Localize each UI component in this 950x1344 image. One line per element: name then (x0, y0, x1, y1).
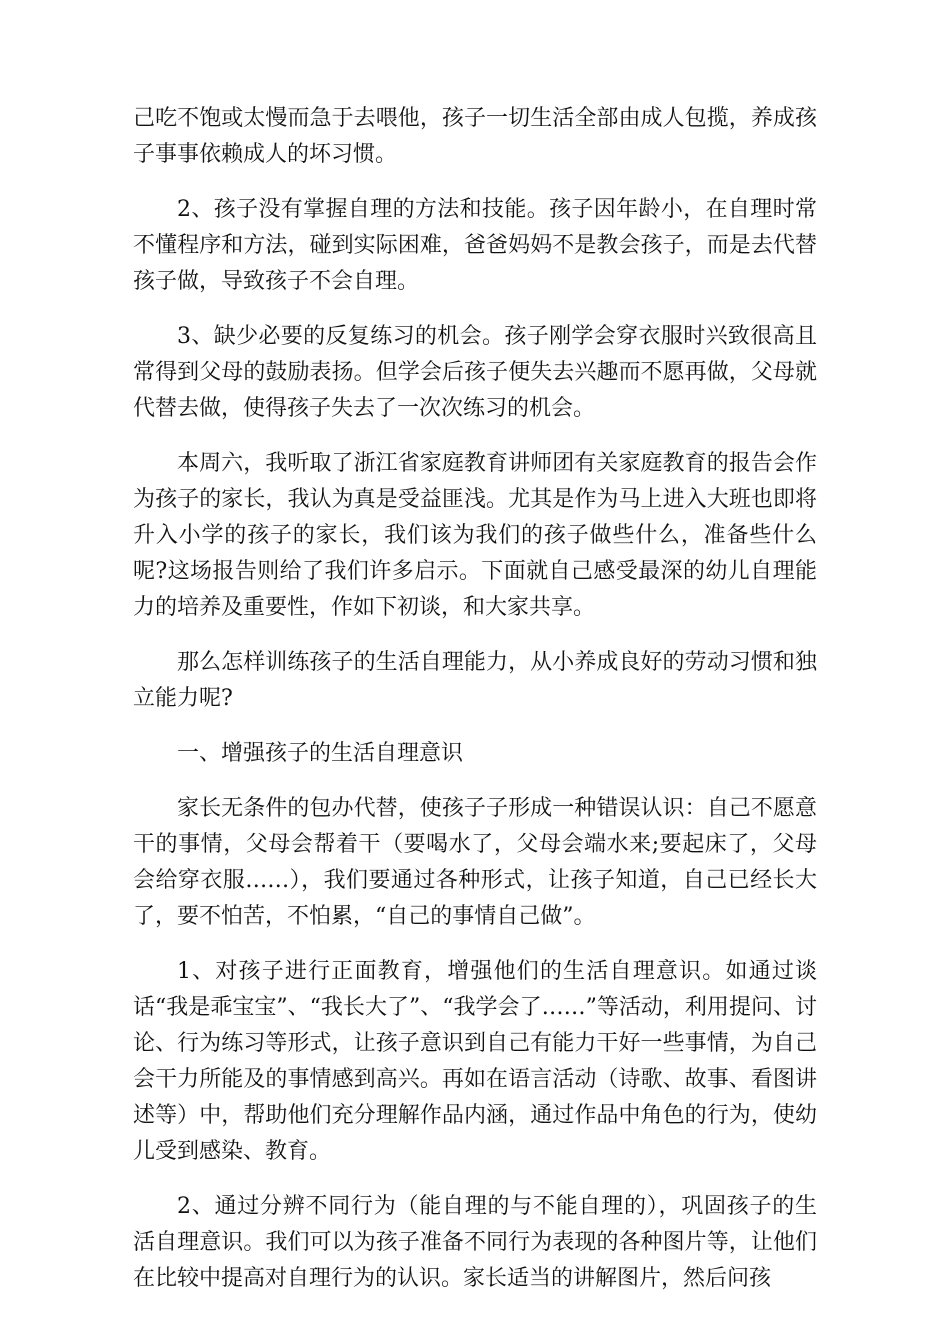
paragraph-reason-3: 3、缺少必要的反复练习的机会。孩子刚学会穿衣服时兴致很高且常得到父母的鼓励表扬。但学会后孩子便失去兴趣而不愿再做，父母就代替去做，使得孩子失去了一次次练习的机会。 (133, 324, 817, 421)
section-heading-1: 一、增强孩子的生活自理意识 (177, 741, 464, 766)
paragraph-continuation: 己吃不饱或太慢而急于去喂他，孩子一切生活全部由成人包揽，养成孩子事事依赖成人的坏习惯。 (133, 106, 817, 167)
paragraph-reason-2: 2、孩子没有掌握自理的方法和技能。孩子因年龄小，在自理时常不懂程序和方法，碰到实际困难，爸爸妈妈不是教会孩子，而是去代替孩子做，导致孩子不会自理。 (133, 197, 817, 294)
document-body (133, 101, 817, 1316)
paragraph-report-intro: 本周六，我听取了浙江省家庭教育讲师团有关家庭教育的报告会作为孩子的家长，我认为真是受益匪浅。尤其是作为马上进入大班也即将升入小学的孩子的家长，我们该为我们的孩子做些什么，准备些什么呢?这场报告则给了我们许多启示。下面就自己感受最深的幼儿自理能力的培养及重要性，作如下初谈，和大家共享。 (133, 451, 817, 620)
paragraph-question: 那么怎样训练孩子的生活自理能力，从小养成良好的劳动习惯和独立能力呢? (133, 650, 817, 711)
paragraph-section-1-intro: 家长无条件的包办代替，使孩子子形成一种错误认识：自己不愿意干的事情，父母会帮着干（要喝水了，父母会端水来;要起床了，父母会给穿衣服……），我们要通过各种形式，让孩子知道，自己已经长大了，要不怕苦，不怕累，“自己的事情自己做”。 (133, 796, 817, 929)
paragraph-item-2: 2、通过分辨不同行为（能自理的与不能自理的），巩固孩子的生活自理意识。我们可以为孩子准备不同行为表现的各种图片等，让他们在比较中提高对自理行为的认识。家长适当的讲解图片，然后问孩 (133, 1194, 817, 1291)
paragraph-item-1: 1、对孩子进行正面教育，增强他们的生活自理意识。如通过谈话“我是乖宝宝”、“我长大了”、“我学会了……”等活动，利用提问、讨论、行为练习等形式，让孩子意识到自己有能力干好一些事情，为自己会干力所能及的事情感到高兴。再如在语言活动（诗歌、故事、看图讲述等）中，帮助他们充分理解作品内涵，通过作品中角色的行为，使幼儿受到感染、教育。 (133, 959, 817, 1164)
